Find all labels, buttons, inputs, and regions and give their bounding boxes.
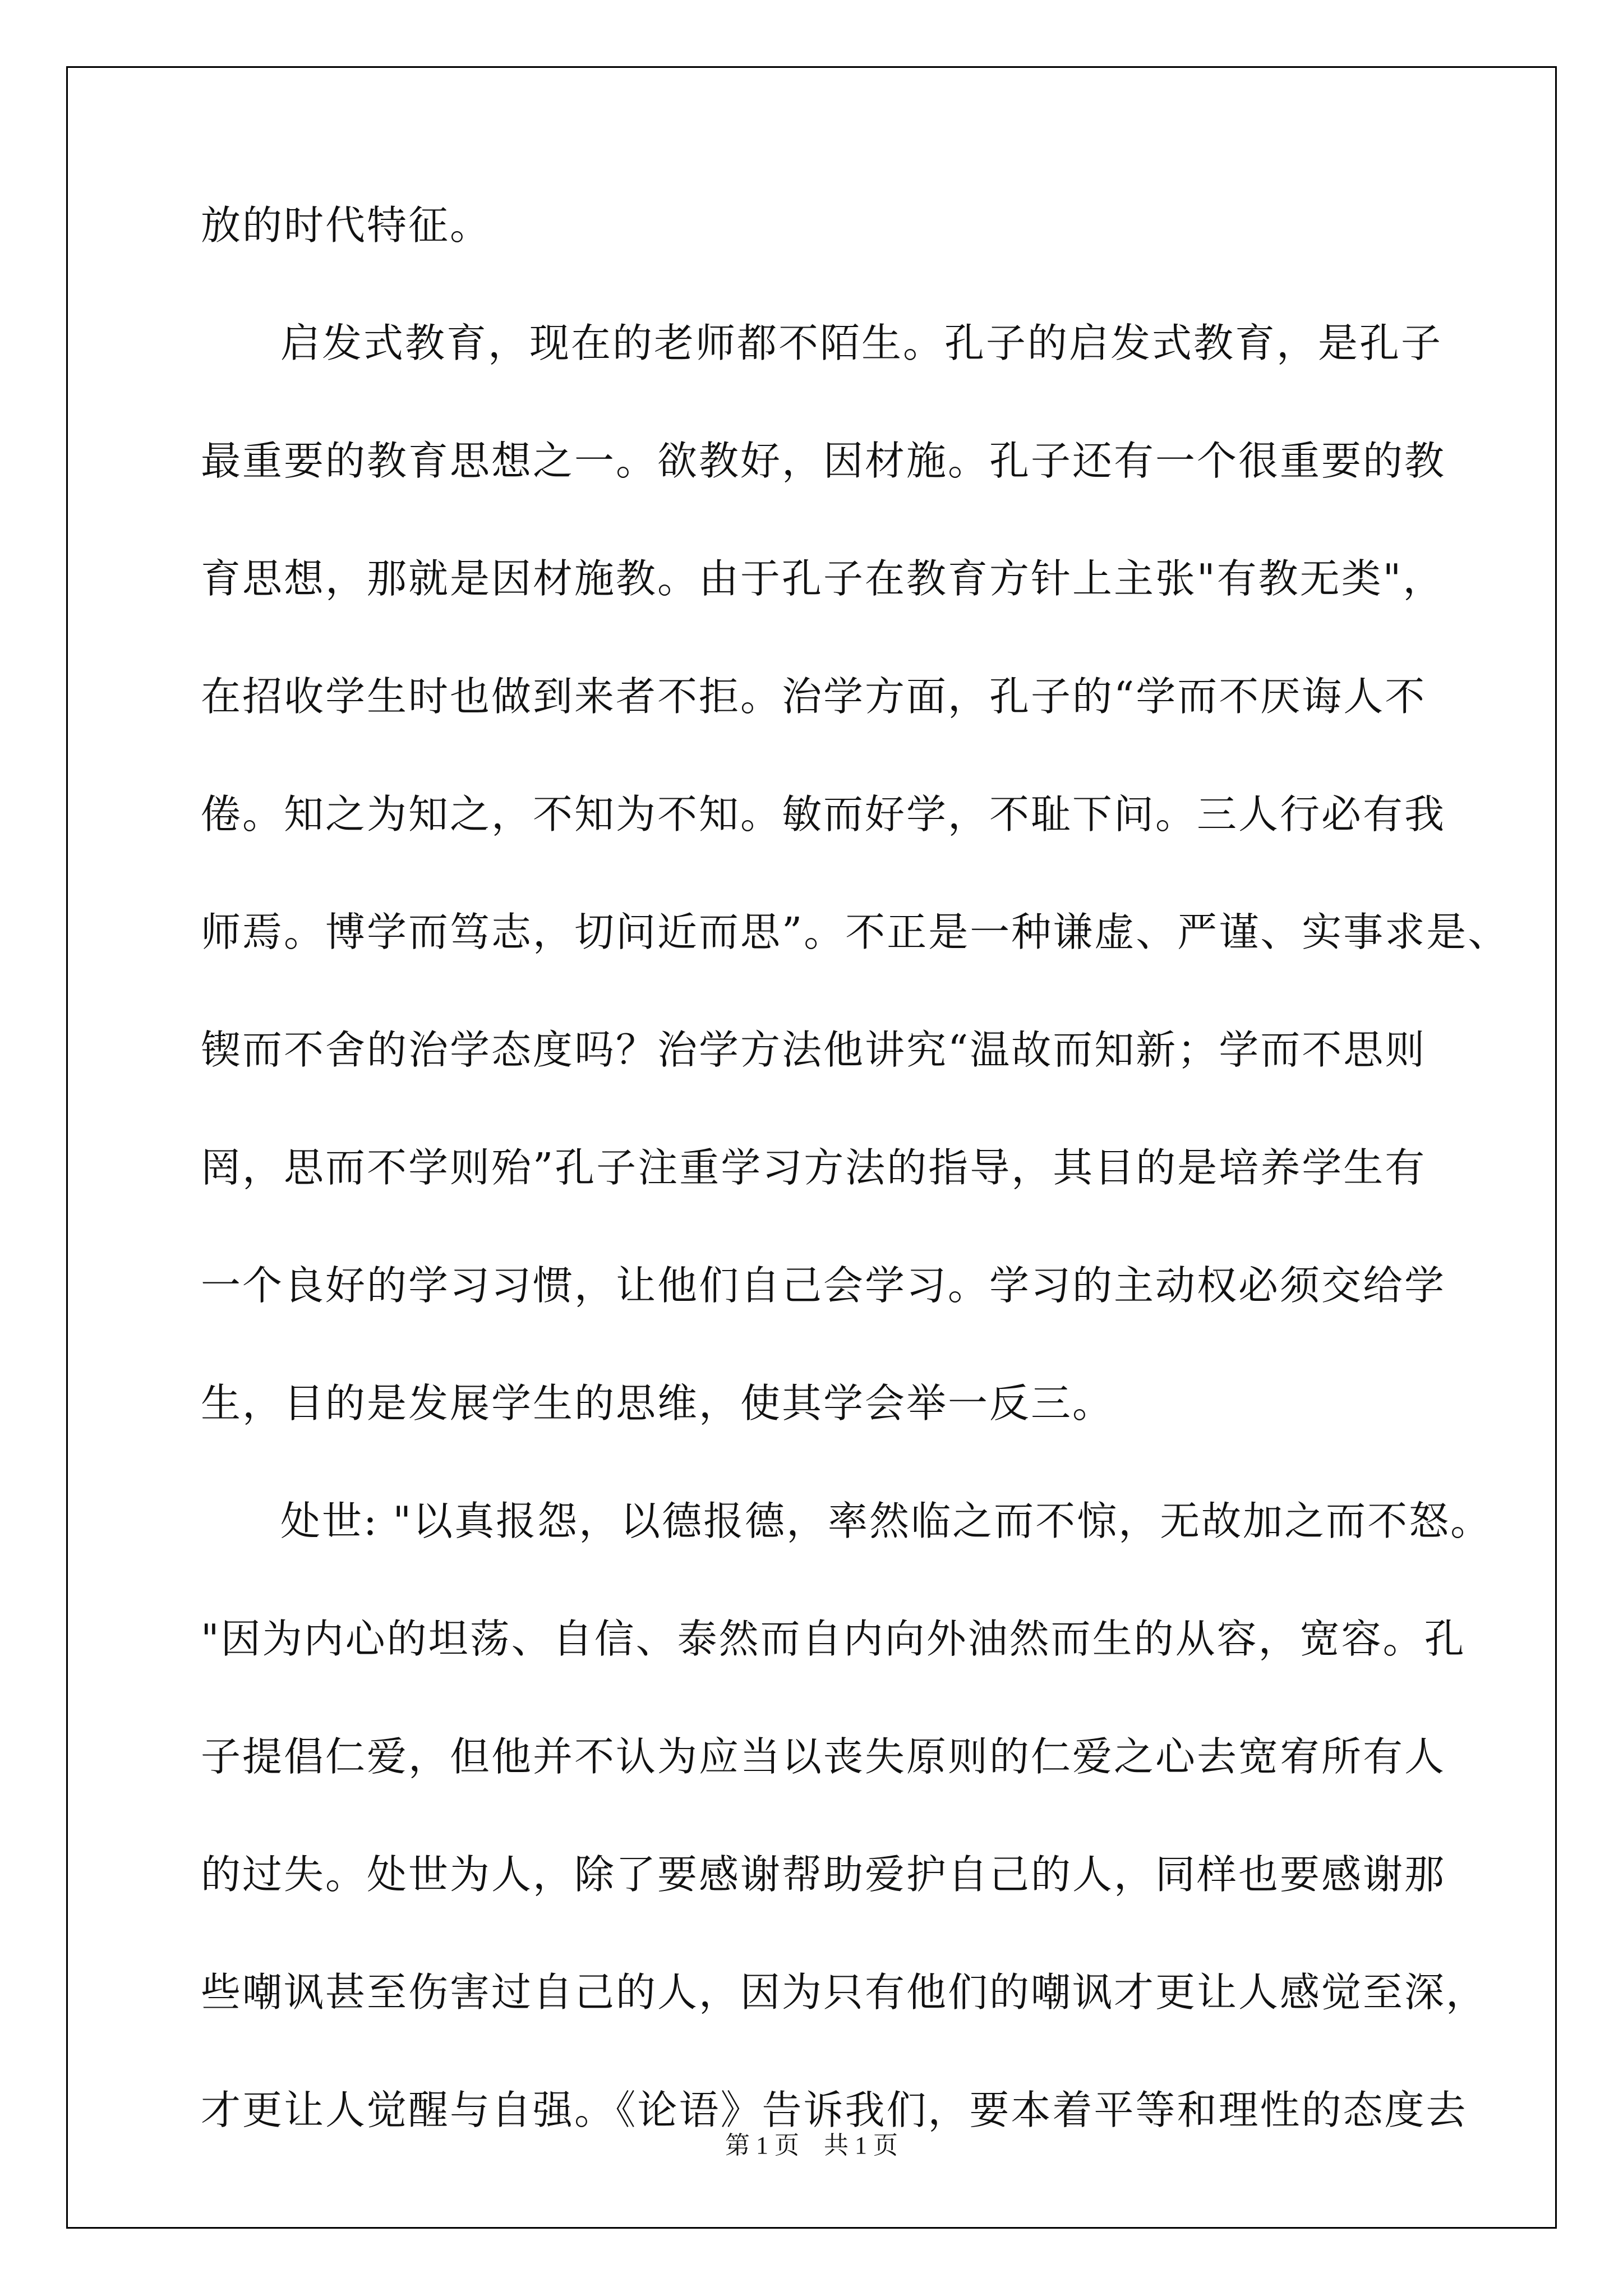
text-line: 罔，思而不学则殆”孔子注重学习方法的指导，其目的是培养学生有 bbox=[201, 1144, 1427, 1191]
text-line: 处世: "以真报怨，以德报德，率然临之而不惊，无故加之而不怒。 bbox=[280, 1498, 1492, 1544]
text-line: 师焉。博学而笃志，切问近而思”。不正是一种谦虚、严谨、实事求是、 bbox=[201, 909, 1510, 955]
text-line: 一个良好的学习习惯，让他们自己会学习。学习的主动权必须交给学 bbox=[201, 1262, 1446, 1309]
text-line: 生，目的是发展学生的思维，使其学会举一反三。 bbox=[201, 1380, 1114, 1427]
text-line: 子提倡仁爱，但他并不认为应当以丧失原则的仁爱之心去宽宥所有人 bbox=[201, 1733, 1446, 1780]
text-line: 的过失。处世为人，除了要感谢帮助爱护自己的人，同样也要感谢那 bbox=[201, 1851, 1446, 1898]
text-line: 锲而不舍的治学态度吗？治学方法他讲究“温故而知新；学而不思则 bbox=[201, 1027, 1427, 1073]
text-line: 育思想，那就是因材施教。由于孔子在教育方针上主张"有教无类"， bbox=[201, 555, 1445, 602]
text-line: 才更让人觉醒与自强。《论语》告诉我们，要本着平等和理性的态度去 bbox=[201, 2087, 1468, 2133]
text-line: 放的时代特征。 bbox=[201, 202, 492, 249]
text-line: 倦。知之为知之，不知为不知。敏而好学，不耻下问。三人行必有我 bbox=[201, 791, 1446, 838]
text-line: 启发式教育，现在的老师都不陌生。孔子的启发式教育，是孔子 bbox=[280, 320, 1443, 366]
page-number-footer: 第 1 页 共 1 页 bbox=[725, 2132, 898, 2159]
text-line: 在招收学生时也做到来者不拒。治学方面，孔子的“学而不厌诲人不 bbox=[201, 673, 1427, 720]
text-line: "因为内心的坦荡、自信、泰然而自内向外油然而生的从容，宽容。孔 bbox=[201, 1616, 1466, 1662]
text-line: 些嘲讽甚至伤害过自己的人，因为只有他们的嘲讽才更让人感觉至深， bbox=[201, 1969, 1488, 2016]
text-line: 最重要的教育思想之一。欲教好，因材施。孔子还有一个很重要的教 bbox=[201, 438, 1446, 484]
